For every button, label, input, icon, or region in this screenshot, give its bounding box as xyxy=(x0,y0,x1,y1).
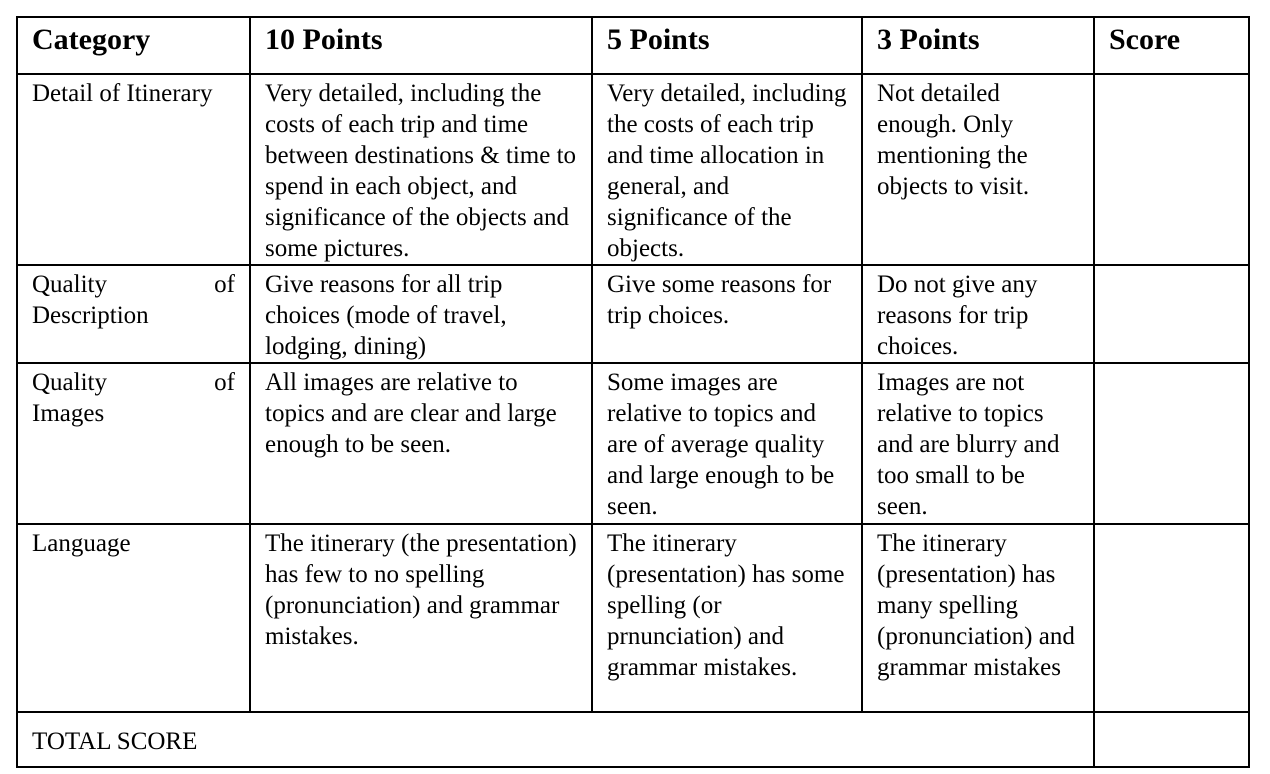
table-row xyxy=(17,265,1249,363)
header-score: Score xyxy=(1094,17,1249,74)
total-score-cell[interactable] xyxy=(1094,712,1249,767)
ten-points-cell: Very detailed, including the costs of each trip and time between destinations & time to spend in each object, and significance of the objects and some pictures. xyxy=(250,74,592,265)
score-cell[interactable] xyxy=(1094,74,1249,265)
category-cell: Language xyxy=(17,524,250,712)
total-score-label: TOTAL SCORE xyxy=(17,712,1094,767)
ten-points-cell: The itinerary (the presentation) has few to no spelling (pronunciation) and grammar mistakes. xyxy=(250,524,592,712)
category-word: of xyxy=(214,271,235,298)
table-row xyxy=(17,74,1249,265)
category-word: Quality xyxy=(32,369,107,396)
ten-points-cell: Give reasons for all trip choices (mode of travel, lodging, dining) xyxy=(250,265,592,363)
three-points-cell: Images are not relative to topics and are blurry and too small to be seen. xyxy=(862,363,1094,524)
category-word: of xyxy=(214,369,235,396)
five-points-cell: Some images are relative to topics and are of average quality and large enough to be seen. xyxy=(592,363,862,524)
rubric-table xyxy=(16,16,1250,768)
five-points-cell: The itinerary (presentation) has some spelling (or prnunciation) and grammar mistakes. xyxy=(592,524,862,712)
five-points-cell: Very detailed, including the costs of each trip and time allocation in general, and significance of the objects. xyxy=(592,74,862,265)
ten-points-cell: All images are relative to topics and are clear and large enough to be seen. xyxy=(250,363,592,524)
category-line: Images xyxy=(32,400,105,427)
header-10-points: 10 Points xyxy=(250,17,592,74)
category-cell xyxy=(17,265,250,363)
table-row xyxy=(17,363,1249,524)
total-row xyxy=(17,712,1249,767)
header-3-points: 3 Points xyxy=(862,17,1094,74)
category-word: Quality xyxy=(32,271,107,298)
category-line: Description xyxy=(32,302,149,329)
three-points-cell: Not detailed enough. Only mentioning the objects to visit. xyxy=(862,74,1094,265)
category-cell: Detail of Itinerary xyxy=(17,74,250,265)
table-row xyxy=(17,524,1249,712)
three-points-cell: The itinerary (presentation) has many spelling (pronunciation) and grammar mistakes xyxy=(862,524,1094,712)
five-points-cell: Give some reasons for trip choices. xyxy=(592,265,862,363)
header-row xyxy=(17,17,1249,74)
category-line xyxy=(32,367,235,398)
header-5-points: 5 Points xyxy=(592,17,862,74)
category-cell xyxy=(17,363,250,524)
three-points-cell: Do not give any reasons for trip choices. xyxy=(862,265,1094,363)
score-cell[interactable] xyxy=(1094,265,1249,363)
score-cell[interactable] xyxy=(1094,524,1249,712)
header-category: Category xyxy=(17,17,250,74)
category-line xyxy=(32,269,235,300)
score-cell[interactable] xyxy=(1094,363,1249,524)
